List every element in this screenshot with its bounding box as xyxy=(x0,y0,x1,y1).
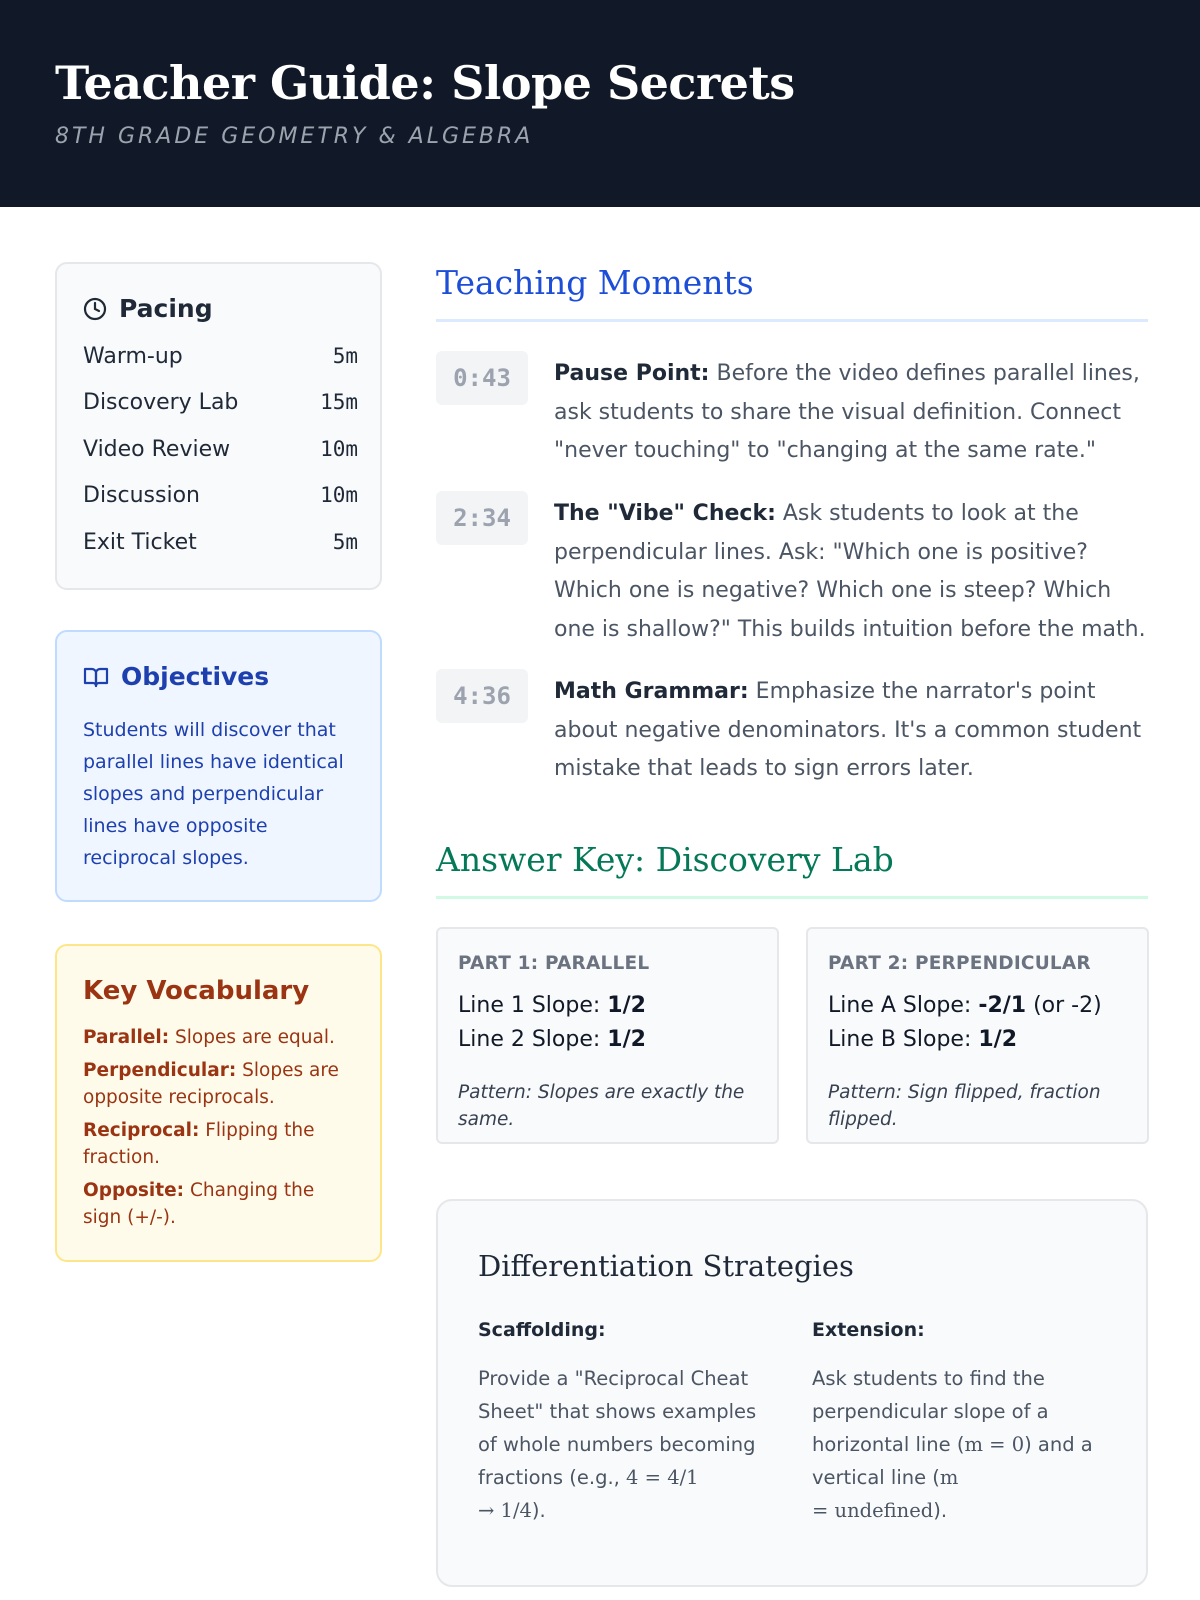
scaffolding-column xyxy=(478,1319,778,1527)
vocab-term-name: Parallel: xyxy=(83,1027,170,1048)
scaffolding-heading: Scaffolding: xyxy=(478,1319,606,1341)
teaching-moment-label: Pause Point: xyxy=(554,361,710,386)
pacing-row-label: Discovery Lab xyxy=(83,389,239,415)
vocab-term xyxy=(83,1117,358,1171)
vocab-term-definition: Slopes are equal. xyxy=(169,1027,335,1048)
teaching-moment-label: The "Vibe" Check: xyxy=(554,501,776,526)
pacing-row-label: Exit Ticket xyxy=(83,529,197,555)
vocabulary-card xyxy=(55,944,382,1262)
vocabulary-title: Key Vocabulary xyxy=(83,976,310,1006)
answer-line-value: 1/2 xyxy=(607,1027,646,1052)
scaffolding-text-before: Provide a "Reciprocal Cheat Sheet" that shows examples of whole numbers becoming fractions (e.g., xyxy=(478,1367,757,1489)
pacing-title-label: Pacing xyxy=(119,294,213,323)
answer-line-label: Line B Slope: xyxy=(828,1027,979,1052)
objectives-title xyxy=(83,662,269,691)
teaching-moment-body: Emphasize the narrator's point about negative denominators. It's a common student mistake that leads to sign errors later. xyxy=(554,679,1142,781)
scaffolding-math-1: 4 = 4/1 xyxy=(626,1466,699,1489)
answer-line xyxy=(458,1027,646,1052)
timestamp-badge: 0:43 xyxy=(436,351,528,405)
page-title: Teacher Guide: Slope Secrets xyxy=(55,56,795,110)
pacing-row-label: Video Review xyxy=(83,436,231,462)
pacing-row-value: 15m xyxy=(320,390,358,414)
answer-line-value: 1/2 xyxy=(978,1027,1018,1052)
pacing-row xyxy=(83,341,358,371)
vocab-term-definition: Slopes are opposite reciprocals. xyxy=(83,1060,339,1108)
answer-line-label: Line 2 Slope: xyxy=(458,1027,608,1052)
answer-pattern: Pattern: Slopes are exactly the same. xyxy=(458,1082,745,1130)
pacing-row xyxy=(83,480,358,510)
answer-pattern: Pattern: Sign flipped, fraction flipped. xyxy=(828,1082,1101,1130)
pacing-row-label: Warm-up xyxy=(83,343,183,369)
extension-math-3: = undefined xyxy=(812,1499,934,1522)
pacing-title xyxy=(83,294,213,323)
pacing-card xyxy=(55,262,382,590)
vocab-term xyxy=(83,1177,358,1231)
teaching-moment-text xyxy=(554,673,1154,789)
pacing-row-value: 5m xyxy=(332,530,358,554)
answer-line-value: -2/1 xyxy=(978,993,1027,1018)
teaching-moment-text xyxy=(554,495,1154,649)
vocab-term-definition: Flipping the fraction. xyxy=(83,1120,315,1168)
differentiation-card xyxy=(436,1199,1148,1587)
vocab-term xyxy=(83,1024,358,1051)
pacing-row xyxy=(83,527,358,557)
scaffolding-text xyxy=(478,1362,778,1527)
objectives-card xyxy=(55,630,382,902)
answer-card-heading: PART 1: PARALLEL xyxy=(458,953,650,974)
answer-key-divider xyxy=(436,896,1148,899)
timestamp-badge: 4:36 xyxy=(436,669,528,723)
scaffolding-text-after: ). xyxy=(531,1499,546,1522)
extension-math-2: m xyxy=(939,1466,959,1489)
answer-key-title: Answer Key: Discovery Lab xyxy=(436,840,894,879)
extension-text-middle: ) and a vertical line ( xyxy=(812,1433,1093,1489)
pacing-row-value: 10m xyxy=(320,437,358,461)
answer-card-parallel xyxy=(436,927,779,1144)
teaching-moments-title: Teaching Moments xyxy=(436,263,754,302)
answer-line xyxy=(828,993,1102,1018)
extension-text-before: Ask students to find the perpendicular slope of a horizontal line ( xyxy=(812,1367,1049,1456)
clock-icon xyxy=(83,297,107,321)
pacing-row xyxy=(83,387,358,417)
answer-line-value: 1/2 xyxy=(607,993,646,1018)
timestamp-badge: 2:34 xyxy=(436,491,528,545)
teaching-moment-text xyxy=(554,355,1154,471)
answer-card-perpendicular xyxy=(806,927,1149,1144)
answer-line xyxy=(458,993,646,1018)
extension-text xyxy=(812,1362,1102,1527)
extension-heading: Extension: xyxy=(812,1319,925,1341)
scaffolding-math-2: → 1/4 xyxy=(478,1499,532,1522)
page-subtitle: 8TH GRADE GEOMETRY & ALGEBRA xyxy=(55,124,534,149)
extension-text-after: ). xyxy=(933,1499,948,1522)
pacing-row-value: 5m xyxy=(332,344,358,368)
pacing-row xyxy=(83,434,358,464)
differentiation-title: Differentiation Strategies xyxy=(478,1249,854,1283)
vocab-term-name: Reciprocal: xyxy=(83,1120,200,1141)
vocab-term xyxy=(83,1057,358,1111)
pacing-row-value: 10m xyxy=(320,483,358,507)
teaching-moment-label: Math Grammar: xyxy=(554,679,749,704)
page-header xyxy=(0,0,1200,207)
answer-card-heading: PART 2: PERPENDICULAR xyxy=(828,953,1091,974)
teaching-moments-divider xyxy=(436,319,1148,322)
pacing-row-label: Discussion xyxy=(83,482,200,508)
vocab-term-name: Opposite: xyxy=(83,1180,185,1201)
objectives-title-label: Objectives xyxy=(121,662,270,691)
answer-line-label: Line A Slope: xyxy=(828,993,979,1018)
answer-line-label: Line 1 Slope: xyxy=(458,993,608,1018)
book-icon xyxy=(83,665,109,689)
vocab-term-definition: Changing the sign (+/-). xyxy=(83,1180,315,1228)
objectives-text: Students will discover that parallel lines have identical slopes and perpendicular lines have opposite reciprocal slopes. xyxy=(83,719,344,869)
teaching-moment-body: Ask students to look at the perpendicular lines. Ask: "Which one is positive? Which one is negative? Which one is steep? Which one is shallow?" This builds intuition before the math. xyxy=(554,501,1146,642)
teaching-moment-body: Before the video defines parallel lines, ask students to share the visual definition. Connect "never touching" to "changing at the same rate." xyxy=(554,361,1140,463)
vocab-term-name: Perpendicular: xyxy=(83,1060,237,1081)
answer-line-note: (or -2) xyxy=(1026,993,1102,1018)
answer-line xyxy=(828,1027,1017,1052)
extension-math-1: m = 0 xyxy=(964,1433,1025,1456)
extension-column xyxy=(812,1319,1102,1527)
